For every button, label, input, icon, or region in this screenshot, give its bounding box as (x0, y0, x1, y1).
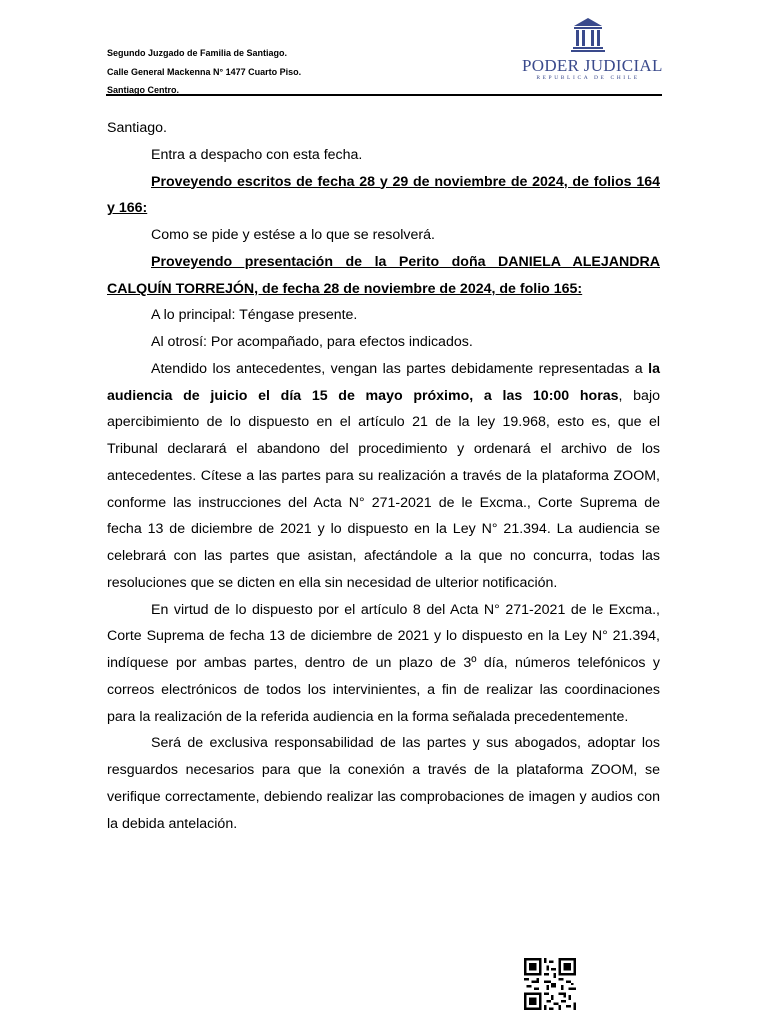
logo-subtitle: REPUBLICA DE CHILE (536, 75, 640, 81)
paragraph-virtud: En virtud de lo dispuesto por el artículo 8 del Acta N° 271-2021 de le Excma., Corte Suprema de fecha 13 de diciembre de 2021 y lo dispuesto en la Ley N° 21.394, indíquese por ambas partes, dentro de un plazo de 3º día, números telefónicos y correos electrónicos de todos los intervinientes, a fin de realizar las coordinaciones para la realización de la referida audiencia en la forma señalada precedentemente. (107, 601, 660, 725)
courthouse-icon (522, 16, 654, 56)
heading-escritos-text: Proveyendo escritos de fecha 28 y 29 de noviembre de 2024, de folios 164 y 166: (107, 173, 660, 217)
court-address: Calle General Mackenna N° 1477 Cuarto Piso. (107, 66, 302, 77)
heading-escritos (107, 169, 660, 223)
paragraph-audiencia (107, 356, 660, 597)
paragraph-principal: A lo principal: Téngase presente. (151, 307, 358, 324)
paragraph-como-se-pide: Como se pide y estése a lo que se resolverá. (151, 227, 435, 243)
poder-judicial-logo (522, 16, 663, 82)
paragraph-despacho: Entra a despacho con esta fecha. (151, 146, 363, 163)
audiencia-date-bold: la audiencia de juicio el día 15 de mayo próximo, a las 10:00 horas (107, 360, 660, 404)
audiencia-intro: Atendido los antecedentes, vengan las partes debidamente representadas a (151, 360, 643, 377)
paragraph-otrosi: Al otrosí: Por acompañado, para efectos indicados. (151, 334, 473, 350)
header-divider (106, 94, 662, 96)
resolution-body (107, 115, 660, 837)
place-line: Santiago. (107, 120, 167, 136)
paragraph-responsabilidad: Será de exclusiva responsabilidad de las partes y sus abogados, adoptar los resguardos necesarios para que la conexión a través de la plataforma ZOOM, se verifique correctamente, debiendo realizar las comprobaciones de imagen y audios con la debida antelación. (107, 735, 660, 832)
qr-code-icon (524, 958, 576, 1010)
heading-presentacion-text: Proveyendo presentación de la Perito doña DANIELA ALEJANDRA CALQUÍN TORREJÓN, de fecha 28 de noviembre de 2024, de folio 165: (107, 253, 660, 297)
audiencia-rest: , bajo apercibimiento de lo dispuesto en el artículo 21 de la ley 19.968, esto es, que el Tribunal declarará el abandono del procedimiento y ordenará el archivo de los antecedentes. Cítese a las partes para su realización a través de la plataforma ZOOM, conforme las instrucciones del Acta N° 271-2021 de le Excma., Corte Suprema de fecha 13 de diciembre de 2021 y lo dispuesto en la Ley N° 21.394. La audiencia se celebrará con las partes que asistan, afectándole a la que no concurra, todas las resoluciones que se dicten en ella sin necesidad de ulterior notificación. (107, 387, 660, 591)
court-header (107, 44, 301, 100)
logo-title: PODER JUDICIAL (522, 56, 663, 75)
heading-presentacion-perito (107, 249, 660, 303)
court-city: Santiago Centro. (107, 85, 180, 95)
court-name: Segundo Juzgado de Familia de Santiago. (107, 48, 288, 58)
